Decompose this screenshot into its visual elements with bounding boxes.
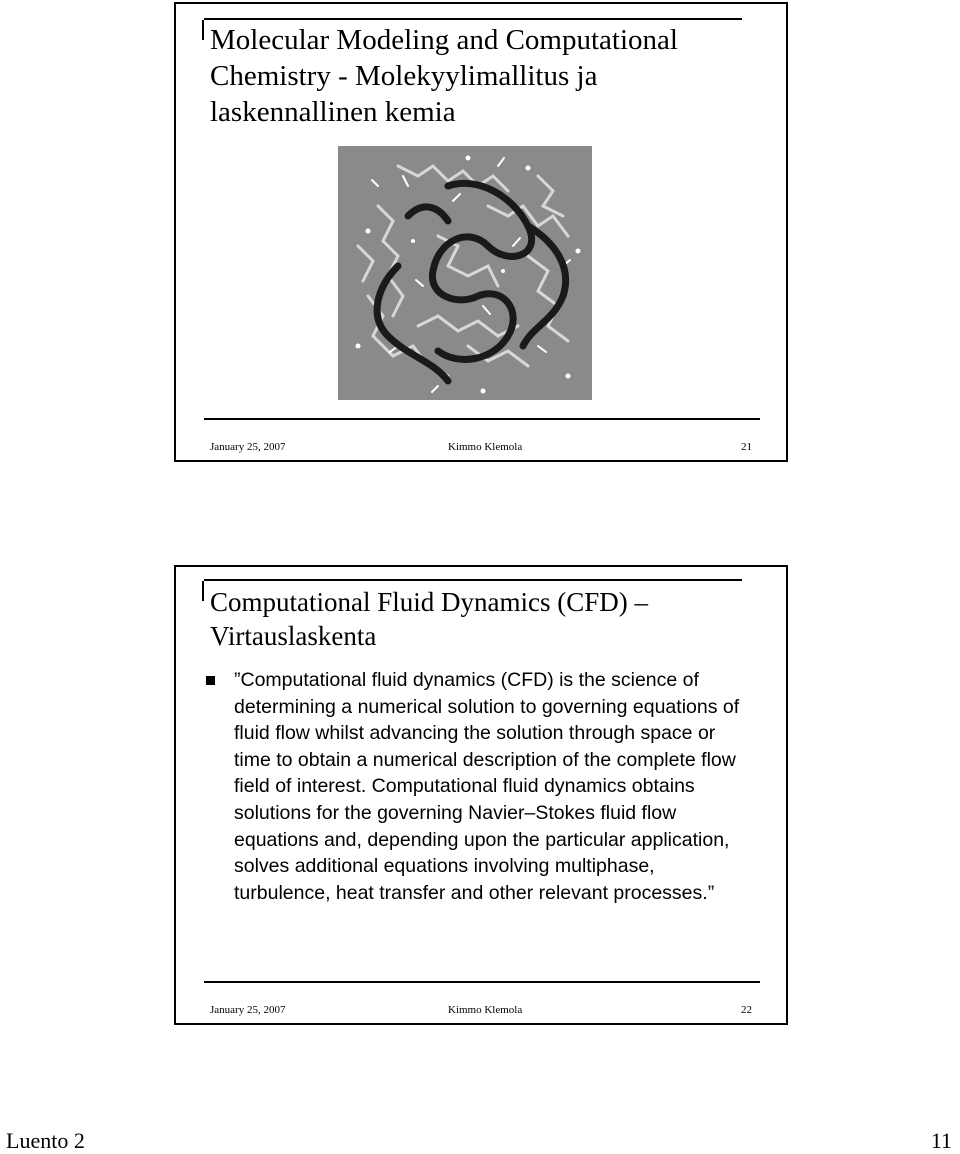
slide-22 <box>174 565 788 1025</box>
title-rule-tick <box>202 581 204 601</box>
molecular-structure-image <box>338 146 592 400</box>
footer-author: Kimmo Klemola <box>448 441 523 453</box>
footer-slide-number: 22 <box>741 1004 752 1016</box>
slide-title: Computational Fluid Dynamics (CFD) – Virtauslaskenta <box>210 587 648 651</box>
title-rule-tick <box>202 20 204 40</box>
square-bullet-icon <box>206 676 215 685</box>
footer-slide-number: 21 <box>741 441 752 453</box>
slide-21 <box>174 2 788 462</box>
title-rule <box>204 579 742 581</box>
slide-title: Molecular Modeling and Computational Chemistry - Molekyylimallitus ja laskennallinen kemia <box>210 24 678 128</box>
footer-rule <box>204 981 760 983</box>
bullet-text: ”Computational fluid dynamics (CFD) is the science of determining a numerical solution to governing equations of fluid flow whilst advancing the solution through space or time to obtain a numerical description of the complete flow field of interest. Computational fluid dynamics obtains solutions for the governing Navier–Stokes fluid flow equations and, depending upon the particular application, solves additional equations involving multiphase, turbulence, heat transfer and other relevant processes.” <box>234 669 740 904</box>
page-number: 11 <box>930 1128 952 1153</box>
footer-date: January 25, 2007 <box>210 1004 286 1016</box>
footer-date: January 25, 2007 <box>210 441 286 453</box>
page-footer-left: Luento 2 <box>6 1128 85 1153</box>
footer-author: Kimmo Klemola <box>448 1004 523 1016</box>
title-rule <box>204 18 742 20</box>
footer-rule <box>204 418 760 420</box>
